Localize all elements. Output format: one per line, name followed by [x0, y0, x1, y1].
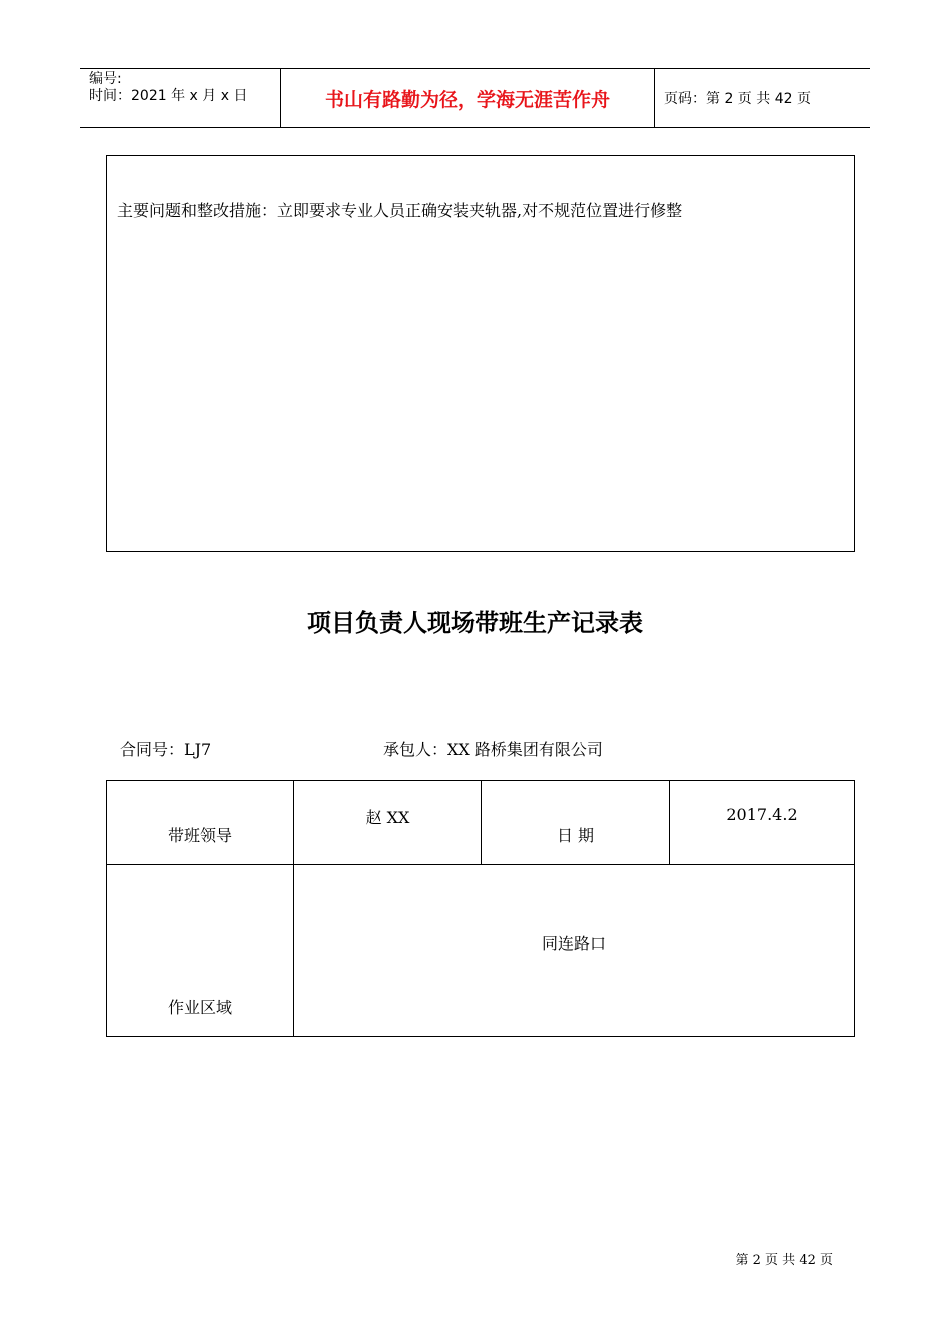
page-header: [80, 68, 870, 128]
page-footer: 第 2 页 共 42 页: [735, 1253, 833, 1268]
issues-text: 主要问题和整改措施：立即要求专业人员正确安装夹轨器,对不规范位置进行修整: [117, 201, 683, 220]
area-value-cell: [294, 865, 855, 1037]
date-label-cell: [482, 781, 670, 865]
date-label: 日 期: [556, 826, 595, 845]
leader-value-cell: [294, 781, 482, 865]
time-label: 时间：2021 年 x 月 x 日: [89, 88, 248, 104]
number-label: 编号:: [89, 71, 122, 87]
area-value: 同连路口: [541, 934, 606, 953]
leader-label-cell: [107, 781, 294, 865]
contractor-label: 承包人：XX 路桥集团有限公司: [383, 740, 603, 759]
issues-box: [106, 155, 855, 552]
page-info: 页码：第 2 页 共 42 页: [664, 91, 811, 107]
header-meta: [80, 69, 281, 127]
date-value: 2017.4.2: [726, 805, 798, 824]
leader-label: 带班领导: [167, 826, 232, 845]
area-label-cell: [107, 865, 294, 1037]
motto: 书山有路勤为径，学海无涯苦作舟: [281, 69, 655, 127]
form-title: 项目负责人现场带班生产记录表: [307, 608, 643, 637]
record-table: [106, 780, 855, 1037]
date-value-cell: [670, 781, 855, 865]
leader-value: 赵 XX: [365, 808, 410, 827]
contract-label: 合同号：LJ7: [120, 740, 212, 759]
area-label: 作业区域: [167, 998, 232, 1017]
